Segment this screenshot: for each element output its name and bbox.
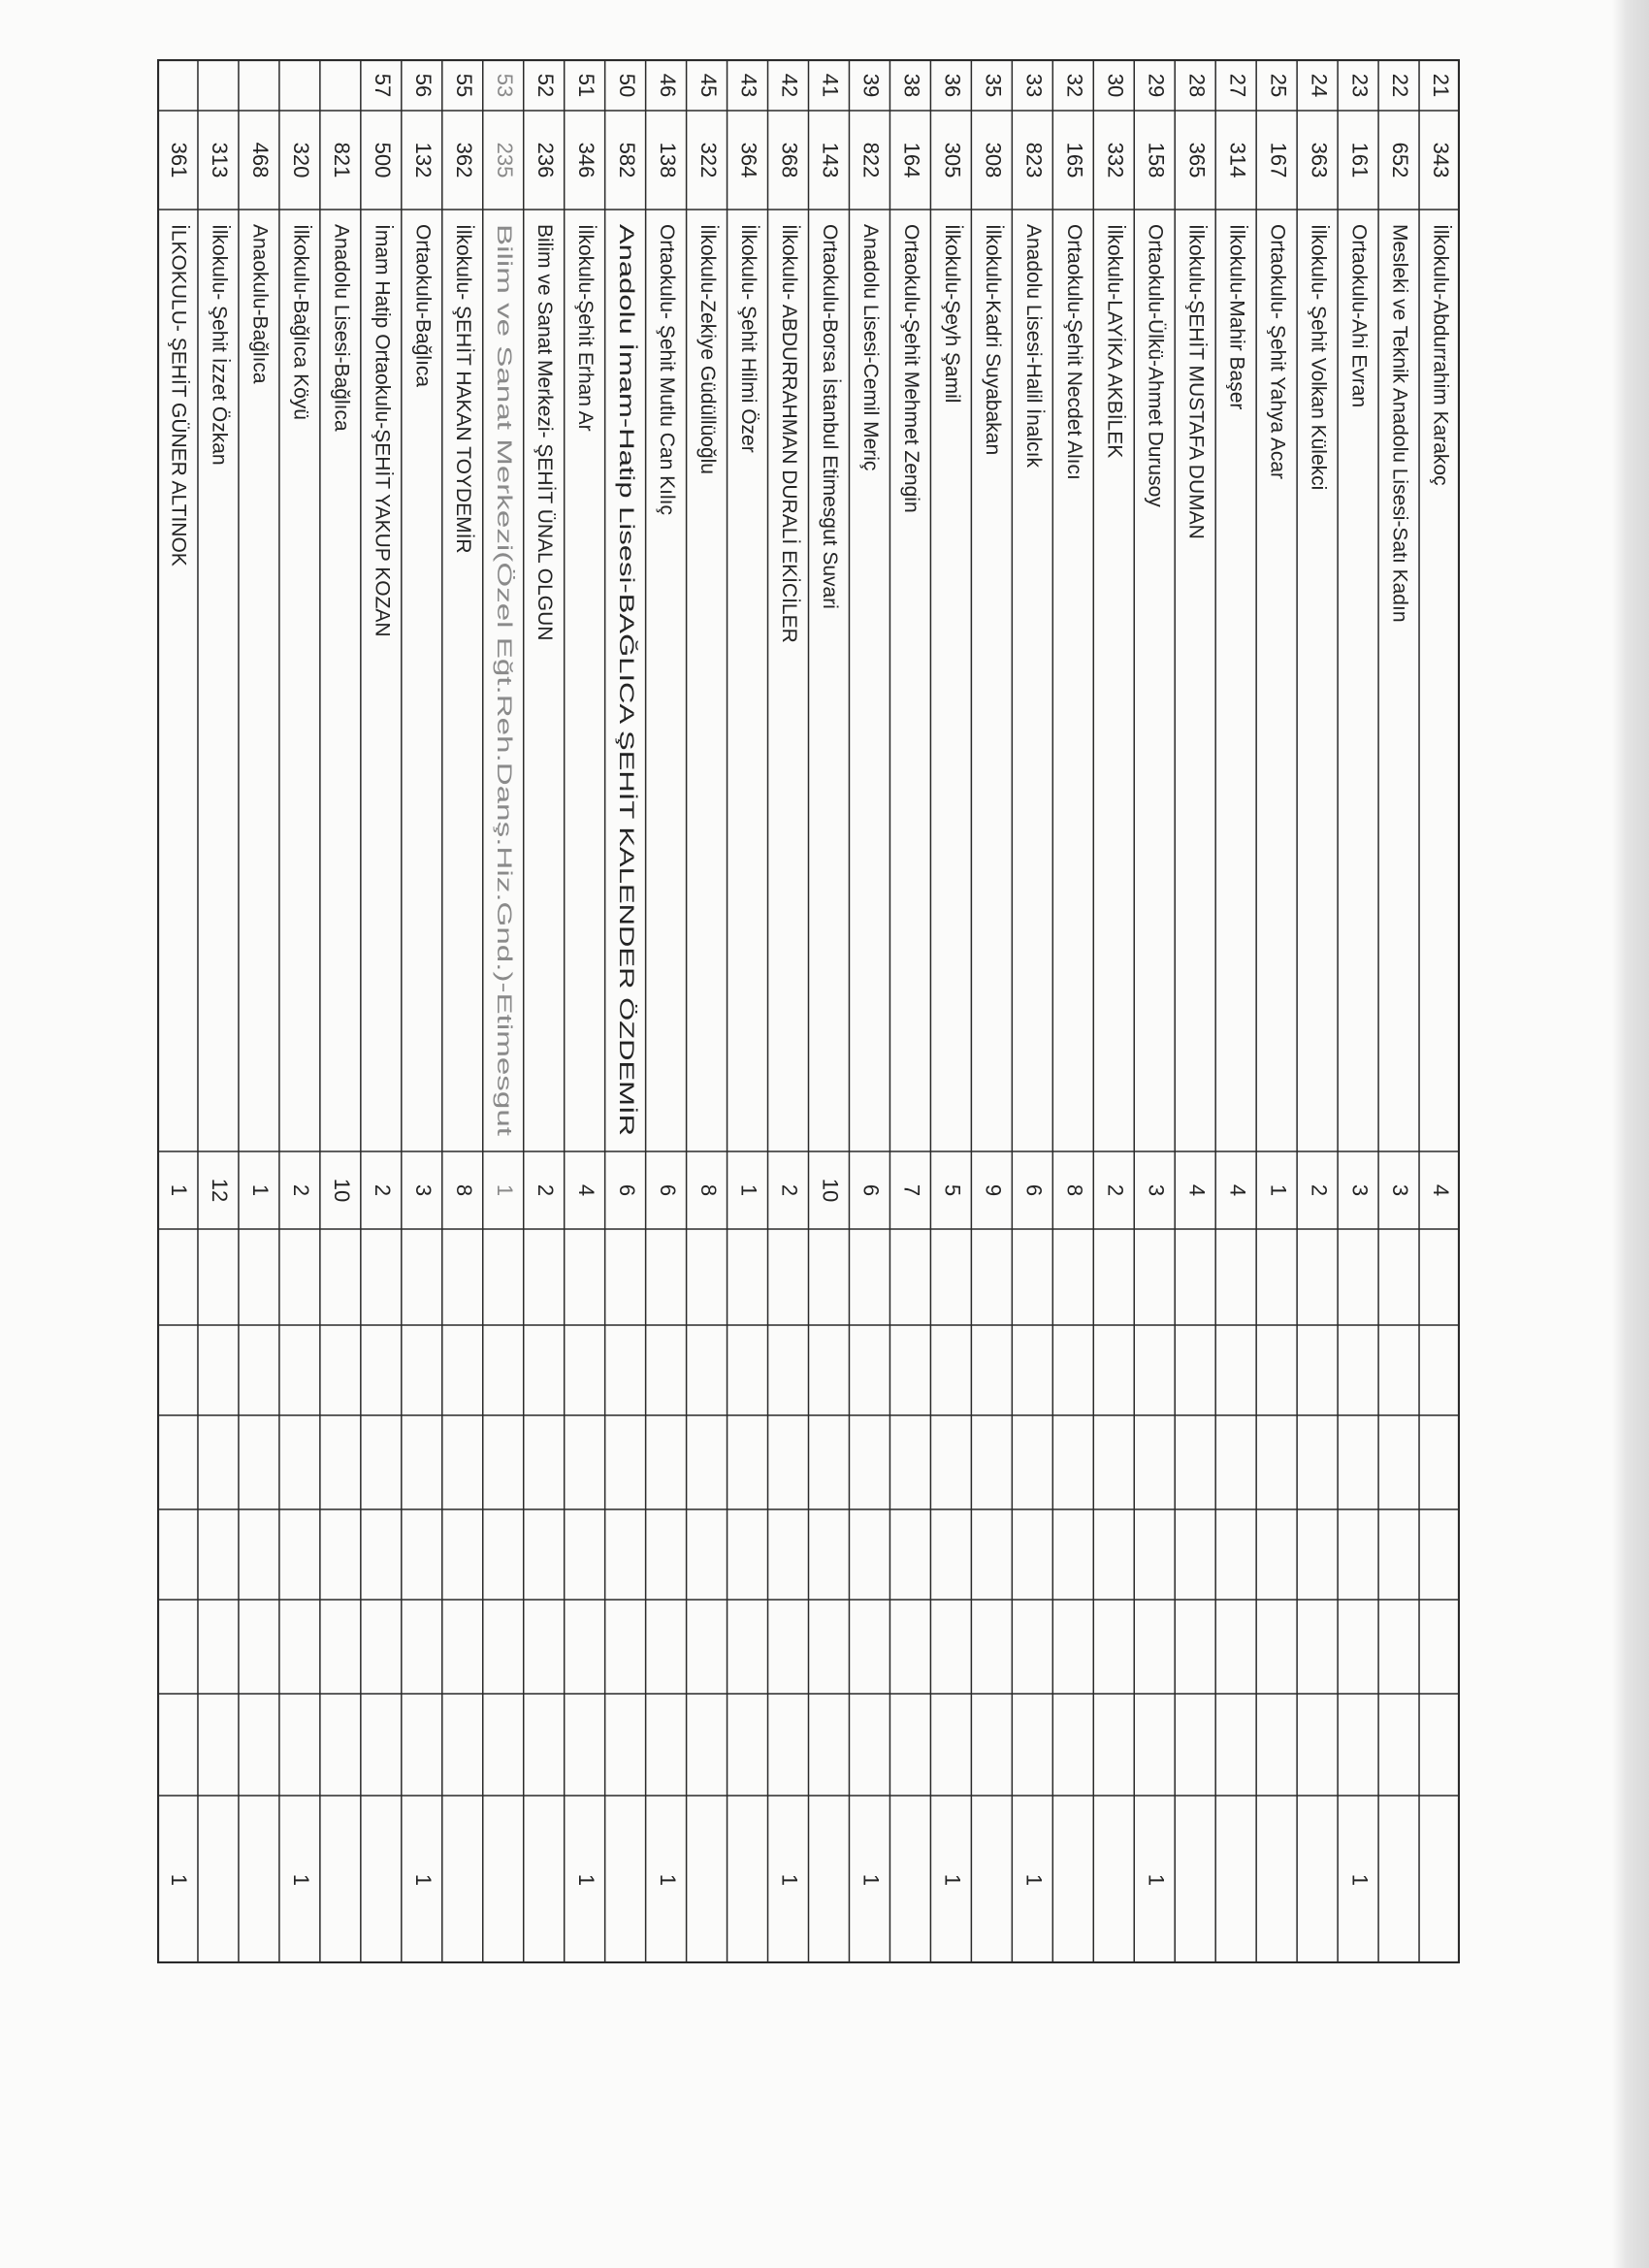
school-name: İlkokulu-Zekiye Güdüllüoğlu xyxy=(696,224,720,474)
school-code: 235 xyxy=(492,142,517,178)
school-code: 132 xyxy=(410,142,436,178)
school-code: 167 xyxy=(1266,142,1291,178)
count-value: 2 xyxy=(289,1183,314,1197)
school-code: 164 xyxy=(899,142,924,178)
count-value: 8 xyxy=(1062,1183,1087,1197)
scan-edge-shadow xyxy=(1612,0,1649,2268)
school-code: 320 xyxy=(289,142,314,178)
row-number: 27 xyxy=(1225,73,1250,98)
school-name: Ortaokulu-Ülkü-Ahmet Durusoy xyxy=(1144,224,1167,507)
school-code: 313 xyxy=(208,142,233,178)
school-name: İLKOKULU- ŞEHİT GÜNER ALTINOK xyxy=(167,224,190,567)
count-value: 3 xyxy=(1388,1183,1413,1197)
school-name: İlkokulu-Kadri Suyabakan xyxy=(981,224,1004,456)
school-code: 305 xyxy=(940,142,965,178)
school-name: Anadolu Lisesi-Bağlıca xyxy=(330,224,353,432)
school-code: 652 xyxy=(1388,142,1413,178)
row-number: 51 xyxy=(573,73,598,98)
row-number: 56 xyxy=(410,73,436,98)
school-name: Ortaokulu-Borsa İstanbul Etimesgut Suvari xyxy=(818,224,841,609)
school-code: 314 xyxy=(1225,142,1250,178)
school-name: İlkokulu- ABDURRAHMAN DURALİ EKİCİLER xyxy=(777,224,800,643)
school-name: Ortaokulu-Bağlıca xyxy=(411,224,435,388)
school-name: İlkokulu- Şehit Hilmi Özer xyxy=(737,224,760,453)
school-name: Anadolu Lisesi-Cemil Meriç xyxy=(858,224,882,471)
count-value: 2 xyxy=(533,1183,558,1197)
count-value: 10 xyxy=(818,1178,843,1203)
count-value: 6 xyxy=(614,1183,639,1197)
school-code: 165 xyxy=(1062,142,1087,178)
mark-value: 1 xyxy=(410,1873,436,1887)
row-number: 23 xyxy=(1347,73,1373,98)
school-name: Bilim ve Sanat Merkezi(Özel Eğt.Reh.Danş.Hiz.Gnd.)-Etimesgut xyxy=(493,224,516,802)
school-code: 308 xyxy=(981,142,1006,178)
school-code: 161 xyxy=(1347,142,1373,178)
row-number: 35 xyxy=(981,73,1006,98)
row-number: 55 xyxy=(451,73,476,98)
school-code: 500 xyxy=(371,142,396,178)
mark-value: 1 xyxy=(1347,1873,1373,1887)
count-value: 4 xyxy=(1225,1183,1250,1197)
row-number: 25 xyxy=(1266,73,1291,98)
school-code: 821 xyxy=(330,142,355,178)
school-name: Ortaokulu-Ahi Evran xyxy=(1347,224,1371,408)
mark-value: 1 xyxy=(573,1873,598,1887)
school-code: 158 xyxy=(1144,142,1169,178)
count-value: 4 xyxy=(1184,1183,1210,1197)
row-number: 45 xyxy=(695,73,721,98)
school-code: 365 xyxy=(1184,142,1210,178)
school-name: İlkokulu-Bağlıca Köyü xyxy=(289,224,312,420)
school-code: 236 xyxy=(533,142,558,178)
count-value: 7 xyxy=(899,1183,924,1197)
count-value: 6 xyxy=(1021,1183,1047,1197)
count-value: 1 xyxy=(1266,1183,1291,1197)
row-number: 30 xyxy=(1103,73,1128,98)
school-name: Ortaokulu-Şehit Necdet Alıcı xyxy=(1062,224,1085,480)
school-table xyxy=(157,59,1460,1963)
count-value: 9 xyxy=(981,1183,1006,1197)
school-code: 364 xyxy=(736,142,761,178)
count-value: 1 xyxy=(248,1183,274,1197)
school-name: İlkokulu-Mahir Başer xyxy=(1225,224,1248,410)
count-value: 4 xyxy=(573,1183,598,1197)
mark-value: 1 xyxy=(1144,1873,1169,1887)
school-code: 343 xyxy=(1429,142,1454,178)
count-value: 4 xyxy=(1429,1183,1454,1197)
row-number: 36 xyxy=(940,73,965,98)
school-code: 362 xyxy=(451,142,476,178)
count-value: 5 xyxy=(940,1183,965,1197)
school-code: 368 xyxy=(777,142,802,178)
count-value: 3 xyxy=(1347,1183,1373,1197)
school-name: İlkokulu-ŞEHİT MUSTAFA DUMAN xyxy=(1184,224,1208,539)
count-value: 8 xyxy=(451,1183,476,1197)
mark-value: 1 xyxy=(1021,1873,1047,1887)
school-code: 363 xyxy=(1307,142,1332,178)
school-name: Anadolu Lisesi-Halil İnalcık xyxy=(1021,224,1045,468)
school-name: Bilim ve Sanat Merkezi- ŞEHİT ÜNAL OLGUN xyxy=(534,224,557,641)
mark-value: 1 xyxy=(655,1873,680,1887)
count-value: 6 xyxy=(655,1183,680,1197)
row-number: 22 xyxy=(1388,73,1413,98)
school-name: Anadolu İmam-Hatip Lisesi-BAĞLICA ŞEHİT KALENDER ÖZDEMİR xyxy=(615,224,638,842)
count-value: 2 xyxy=(1103,1183,1128,1197)
row-number: 57 xyxy=(371,73,396,98)
count-value: 1 xyxy=(492,1183,517,1197)
count-value: 6 xyxy=(858,1183,884,1197)
school-name: İlkokulu- ŞEHİT HAKAN TOYDEMİR xyxy=(452,224,475,554)
row-number: 28 xyxy=(1184,73,1210,98)
row-number: 43 xyxy=(736,73,761,98)
school-name: Mesleki ve Teknik Anadolu Lisesi-Satı Kadın xyxy=(1388,224,1411,623)
row-number: 29 xyxy=(1144,73,1169,98)
school-code: 143 xyxy=(818,142,843,178)
row-number: 46 xyxy=(655,73,680,98)
count-value: 12 xyxy=(208,1178,233,1203)
row-number: 52 xyxy=(533,73,558,98)
mark-value: 1 xyxy=(940,1873,965,1887)
row-number: 21 xyxy=(1429,73,1454,98)
row-number: 38 xyxy=(899,73,924,98)
row-number: 39 xyxy=(858,73,884,98)
school-name: İlkokulu-Şehit Erhan Ar xyxy=(574,224,598,432)
count-value: 10 xyxy=(330,1178,355,1203)
school-name: İlkokulu-Abdurrahim Karakoç xyxy=(1429,224,1452,486)
mark-value: 1 xyxy=(289,1873,314,1887)
row-number: 41 xyxy=(818,73,843,98)
school-name: Anaokulu-Bağlıca xyxy=(248,224,272,384)
school-code: 138 xyxy=(655,142,680,178)
count-value: 2 xyxy=(371,1183,396,1197)
school-code: 322 xyxy=(695,142,721,178)
school-name: İlkokulu-LAYİKA AKBİLEK xyxy=(1103,224,1126,459)
school-code: 582 xyxy=(614,142,639,178)
school-code: 468 xyxy=(248,142,274,178)
school-name: İlkokulu-Şeyh Şamil xyxy=(940,224,963,404)
school-name: İlkokulu- Şehit İzzet Özkan xyxy=(208,224,231,466)
school-name: Ortaokulu- Şehit Yahya Acar xyxy=(1266,224,1289,480)
count-value: 1 xyxy=(736,1183,761,1197)
row-number: 33 xyxy=(1021,73,1047,98)
mark-value: 1 xyxy=(167,1873,192,1887)
school-code: 332 xyxy=(1103,142,1128,178)
school-name: İlkokulu- Şehit Volkan Külekci xyxy=(1307,224,1330,491)
row-number: 50 xyxy=(614,73,639,98)
row-number: 53 xyxy=(492,73,517,98)
school-name: İmam Hatip Ortaokulu-ŞEHİT YAKUP KOZAN xyxy=(371,224,394,637)
school-code: 823 xyxy=(1021,142,1047,178)
mark-value: 1 xyxy=(858,1873,884,1887)
mark-value: 1 xyxy=(777,1873,802,1887)
row-number: 24 xyxy=(1307,73,1332,98)
count-value: 3 xyxy=(1144,1183,1169,1197)
school-code: 822 xyxy=(858,142,884,178)
row-number: 42 xyxy=(777,73,802,98)
school-code: 361 xyxy=(167,142,192,178)
school-name: Ortaokulu-Şehit Mehmet Zengin xyxy=(899,224,922,513)
count-value: 3 xyxy=(410,1183,436,1197)
count-value: 2 xyxy=(777,1183,802,1197)
row-number: 32 xyxy=(1062,73,1087,98)
count-value: 1 xyxy=(167,1183,192,1197)
school-name: Ortaokulu- Şehit Mutlu Can Kılıç xyxy=(656,224,679,515)
count-value: 2 xyxy=(1307,1183,1332,1197)
count-value: 8 xyxy=(695,1183,721,1197)
school-code: 346 xyxy=(573,142,598,178)
